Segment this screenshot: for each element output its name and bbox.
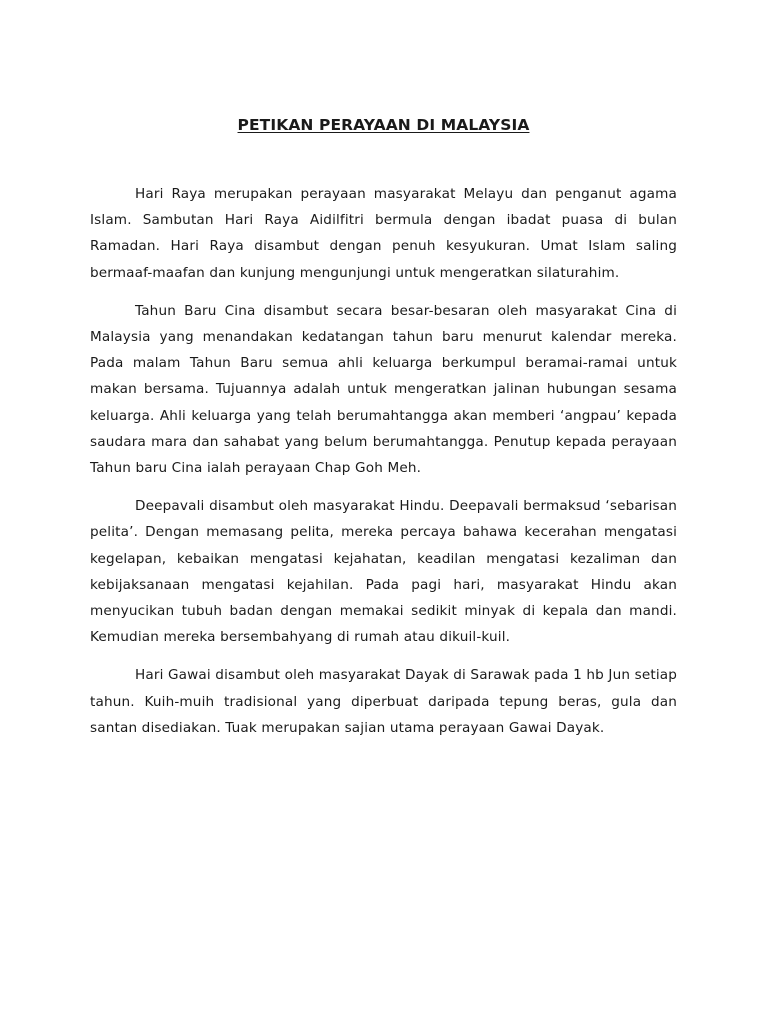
paragraph-hari-gawai: Hari Gawai disambut oleh masyarakat Dayak di Sarawak pada 1 hb Jun setiap tahun. Kuih-muih tradisional yang diperbuat daripada tepung beras, gula dan santan disediakan. Tuak merupakan sajian utama perayaan Gawai Dayak. <box>90 667 677 736</box>
paragraph-deepavali: Deepavali disambut oleh masyarakat Hindu. Deepavali bermaksud ‘sebarisan pelita’. Dengan memasang pelita, mereka percaya bahawa kecerahan mengatasi kegelapan, kebaikan mengatasi kejahatan, keadilan mengatasi kezaliman dan kebijaksanaan mengatasi kejahilan. Pada pagi hari, masyarakat Hindu akan menyucikan tubuh badan dengan memakai sedikit minyak di kepala dan mandi. Kemudian mereka bersembahyang di rumah atau dikuil-kuil. <box>90 498 677 646</box>
paragraph-tahun-baru-cina: Tahun Baru Cina disambut secara besar-besaran oleh masyarakat Cina di Malaysia yang menandakan kedatangan tahun baru menurut kalendar mereka. Pada malam Tahun Baru semua ahli keluarga berkumpul beramai-ramai untuk makan bersama. Tujuannya adalah untuk mengeratkan jalinan hubungan sesama keluarga. Ahli keluarga yang telah berumahtangga akan memberi ‘angpau’ kepada saudara mara dan sahabat yang belum berumahtangga. Penutup kepada perayaan Tahun baru Cina ialah perayaan Chap Goh Meh. <box>90 302 677 477</box>
document-title: PETIKAN PERAYAAN DI MALAYSIA <box>237 116 530 134</box>
paragraph-hari-raya: Hari Raya merupakan perayaan masyarakat Melayu dan penganut agama Islam. Sambutan Hari Raya Aidilfitri bermula dengan ibadat puasa di bulan Ramadan. Hari Raya disambut dengan penuh kesyukuran. Umat Islam saling bermaaf-maafan dan kunjung mengunjungi untuk mengeratkan silaturahim. <box>90 186 677 281</box>
